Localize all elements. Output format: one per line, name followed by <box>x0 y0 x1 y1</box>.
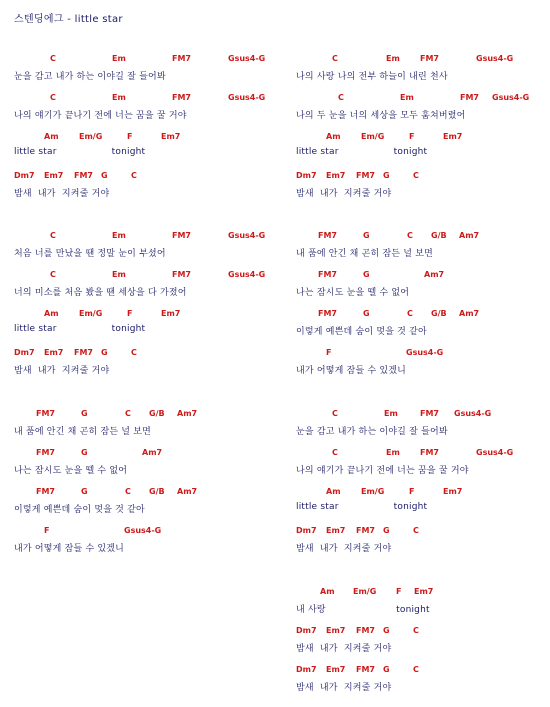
lyric-line-pair <box>296 661 550 700</box>
chord-label: Em <box>386 448 400 457</box>
chord-label: Em <box>386 54 400 63</box>
chord-label: G/B <box>149 409 165 418</box>
chord-label: FM7 <box>318 270 337 279</box>
lyric-line-pair <box>296 522 550 561</box>
chord-label: G/B <box>149 487 165 496</box>
chord-label: FM7 <box>420 448 439 457</box>
lyric-text: 나의 얘기가 끝나기 전에 너는 꿈을 꿀 거야 <box>296 466 469 476</box>
chord-row <box>296 128 550 146</box>
chord-label: Am <box>326 487 341 496</box>
lyric-line-pair <box>296 344 550 383</box>
lyric-text: 내 품에 안긴 채 곤히 잠든 널 보면 <box>296 249 434 259</box>
chord-label: C <box>413 665 419 674</box>
chord-label: Em7 <box>326 171 346 180</box>
lyric-text: 나의 두 눈을 너의 세상을 모두 훔쳐버렸어 <box>296 111 466 121</box>
chord-row <box>296 661 550 679</box>
chord-label: Em/G <box>361 487 385 496</box>
chord-row <box>14 305 274 323</box>
lyric-line-pair <box>296 583 550 622</box>
chord-row <box>296 344 550 362</box>
left-verse-block <box>14 50 274 206</box>
chord-label: FM7 <box>74 171 93 180</box>
lyric-line-pair <box>296 167 550 206</box>
chord-row <box>14 344 274 362</box>
lyric-line-pair <box>14 405 274 444</box>
lyric-text: 밤새 내가 지켜줄 거야 <box>296 544 392 554</box>
lyric-text: 나는 잠시도 눈을 뗄 수 없어 <box>296 288 410 298</box>
lyric-line-pair <box>296 622 550 661</box>
chord-label: C <box>332 448 338 457</box>
chord-label: FM7 <box>420 409 439 418</box>
chord-label: Gsus4-G <box>124 526 162 535</box>
chord-row <box>296 266 550 284</box>
chord-label: G <box>101 171 108 180</box>
chord-label: C <box>332 54 338 63</box>
chord-label: F <box>44 526 50 535</box>
lyric-text: little star tonight <box>296 502 428 512</box>
lyric-line-pair <box>296 266 550 305</box>
chord-label: Am <box>44 132 59 141</box>
chord-label: Em7 <box>44 348 64 357</box>
chord-label: Am7 <box>459 309 480 318</box>
chord-label: C <box>338 93 344 102</box>
chord-label: Gsus4-G <box>406 348 444 357</box>
chord-label: F <box>396 587 402 596</box>
chord-label: FM7 <box>356 626 375 635</box>
chord-label: C <box>50 231 56 240</box>
lyric-text: 처음 너를 만났을 땐 정말 눈이 부셨어 <box>14 249 166 259</box>
lyric-line-pair <box>296 305 550 344</box>
lyric-line-pair <box>14 444 274 483</box>
chord-label: Em7 <box>326 665 346 674</box>
chord-label: Em <box>112 54 126 63</box>
chord-row <box>14 50 274 68</box>
chord-label: FM7 <box>172 93 191 102</box>
chord-label: Am7 <box>424 270 445 279</box>
lyric-text: 내가 어떻게 잠들 수 있겠니 <box>296 366 407 376</box>
chord-row <box>296 89 550 107</box>
chord-row <box>296 583 550 601</box>
chord-label: Em/G <box>79 132 103 141</box>
chord-label: G <box>383 665 390 674</box>
lyric-text: 밤새 내가 지켜줄 거야 <box>296 644 392 654</box>
chord-label: C <box>413 526 419 535</box>
lyric-line-pair <box>296 444 550 483</box>
chord-label: FM7 <box>36 487 55 496</box>
chord-label: C <box>332 409 338 418</box>
right-verse-block <box>296 405 550 561</box>
chord-label: Em/G <box>361 132 385 141</box>
chord-label: G/B <box>431 231 447 240</box>
lyric-text: 이렇게 예쁜데 숨이 멎을 것 같아 <box>296 327 427 337</box>
right-verse-block <box>296 50 550 206</box>
chord-label: Em7 <box>161 132 181 141</box>
chord-label: FM7 <box>36 448 55 457</box>
chord-label: C <box>413 626 419 635</box>
chord-label: G <box>363 309 370 318</box>
lyric-line-pair <box>296 483 550 522</box>
chord-label: Gsus4-G <box>228 270 266 279</box>
chord-label: Dm7 <box>296 526 317 535</box>
chord-label: Dm7 <box>14 348 35 357</box>
chord-row <box>296 227 550 245</box>
chord-label: G <box>363 231 370 240</box>
chord-row <box>14 405 274 423</box>
lyric-line-pair <box>14 227 274 266</box>
chord-row <box>14 167 274 185</box>
chord-label: FM7 <box>356 665 375 674</box>
lyric-line-pair <box>296 405 550 444</box>
chord-label: Am <box>326 132 341 141</box>
chord-label: Dm7 <box>296 665 317 674</box>
chord-label: Gsus4-G <box>454 409 492 418</box>
lyric-line-pair <box>14 50 274 89</box>
chord-label: Gsus4-G <box>492 93 530 102</box>
chord-row <box>14 444 274 462</box>
chord-label: G <box>383 526 390 535</box>
chord-label: Gsus4-G <box>476 54 514 63</box>
chord-row <box>14 128 274 146</box>
chord-label: Em/G <box>79 309 103 318</box>
chord-label: C <box>125 487 131 496</box>
chord-label: G <box>101 348 108 357</box>
chord-label: Am7 <box>177 487 198 496</box>
chord-label: Am <box>44 309 59 318</box>
lyric-text: little star tonight <box>296 147 428 157</box>
lyric-text: 내 품에 안긴 채 곤히 잠든 널 보면 <box>14 427 152 437</box>
lyric-text: 나의 얘기가 끝나기 전에 너는 꿈을 꿀 거야 <box>14 111 187 121</box>
chord-label: Em <box>400 93 414 102</box>
chord-label: FM7 <box>172 231 191 240</box>
chord-row <box>14 483 274 501</box>
lyric-line-pair <box>296 227 550 266</box>
chord-label: FM7 <box>420 54 439 63</box>
chord-label: Em <box>112 231 126 240</box>
lyric-text: little star tonight <box>14 147 146 157</box>
lyric-line-pair <box>296 89 550 128</box>
chord-label: Dm7 <box>296 171 317 180</box>
chord-label: C <box>125 409 131 418</box>
chord-row <box>14 266 274 284</box>
chord-label: F <box>409 487 415 496</box>
chord-label: FM7 <box>318 231 337 240</box>
lyric-text: 눈을 감고 내가 하는 이야길 잘 들어봐 <box>296 427 448 437</box>
chord-label: G <box>81 448 88 457</box>
chord-label: G <box>363 270 370 279</box>
lyric-text: 눈을 감고 내가 하는 이야길 잘 들어봐 <box>14 72 166 82</box>
chord-label: FM7 <box>172 270 191 279</box>
chord-label: Dm7 <box>296 626 317 635</box>
chord-label: F <box>409 132 415 141</box>
lyric-line-pair <box>14 305 274 344</box>
chord-row <box>14 227 274 245</box>
left-verse-block <box>14 405 274 561</box>
chord-label: C <box>50 270 56 279</box>
chord-label: F <box>127 132 133 141</box>
chord-label: FM7 <box>36 409 55 418</box>
chord-row <box>14 522 274 540</box>
lyric-text: 너의 미소를 처음 봤을 땐 세상을 다 가졌어 <box>14 288 187 298</box>
chord-label: G <box>383 626 390 635</box>
chord-label: C <box>407 309 413 318</box>
chord-row <box>296 522 550 540</box>
chord-label: C <box>407 231 413 240</box>
chord-label: G/B <box>431 309 447 318</box>
chord-label: C <box>131 348 137 357</box>
chord-row <box>296 444 550 462</box>
chord-label: Em <box>384 409 398 418</box>
chord-label: C <box>413 171 419 180</box>
chord-label: Em7 <box>44 171 64 180</box>
chord-label: Gsus4-G <box>476 448 514 457</box>
right-verse-block <box>296 583 550 700</box>
lyric-text: 내 사랑 tonight <box>296 605 430 615</box>
lyric-line-pair <box>296 50 550 89</box>
chord-label: Am7 <box>142 448 163 457</box>
chord-row <box>296 622 550 640</box>
lyric-line-pair <box>14 128 274 167</box>
lyric-line-pair <box>14 89 274 128</box>
chord-row <box>296 305 550 323</box>
chord-label: Em7 <box>414 587 434 596</box>
chord-label: Em7 <box>161 309 181 318</box>
lyric-text: 밤새 내가 지켜줄 거야 <box>14 189 110 199</box>
lyric-text: little star tonight <box>14 324 146 334</box>
chord-label: Am7 <box>177 409 198 418</box>
chord-label: Am7 <box>459 231 480 240</box>
chord-label: Gsus4-G <box>228 231 266 240</box>
lyric-line-pair <box>14 167 274 206</box>
chord-label: Em7 <box>326 626 346 635</box>
chord-label: F <box>127 309 133 318</box>
song-title: 스텐딩에그 - little star <box>14 14 123 25</box>
lyric-text: 밤새 내가 지켜줄 거야 <box>296 683 392 693</box>
lyric-text: 내가 어떻게 잠들 수 있겠니 <box>14 544 125 554</box>
lyric-text: 나는 잠시도 눈을 뗄 수 없어 <box>14 466 128 476</box>
chord-label: Gsus4-G <box>228 93 266 102</box>
lyric-line-pair <box>14 344 274 383</box>
lyric-line-pair <box>14 483 274 522</box>
chord-row <box>296 483 550 501</box>
chord-label: Em <box>112 270 126 279</box>
chord-label: Em/G <box>353 587 377 596</box>
chord-label: C <box>50 93 56 102</box>
chord-label: FM7 <box>318 309 337 318</box>
right-verse-block <box>296 227 550 383</box>
chord-label: C <box>50 54 56 63</box>
left-verse-block <box>14 227 274 383</box>
lyric-text: 밤새 내가 지켜줄 거야 <box>14 366 110 376</box>
lyric-text: 이렇게 예쁜데 숨이 멎을 것 같아 <box>14 505 145 515</box>
lyric-text: 밤새 내가 지켜줄 거야 <box>296 189 392 199</box>
lyric-line-pair <box>296 128 550 167</box>
chord-label: FM7 <box>356 171 375 180</box>
chord-label: C <box>131 171 137 180</box>
chord-label: F <box>326 348 332 357</box>
chord-label: Gsus4-G <box>228 54 266 63</box>
chord-label: FM7 <box>172 54 191 63</box>
chord-row <box>296 405 550 423</box>
chord-label: Em7 <box>443 487 463 496</box>
lyric-line-pair <box>14 522 274 561</box>
chord-label: Dm7 <box>14 171 35 180</box>
chord-label: FM7 <box>356 526 375 535</box>
chord-label: FM7 <box>74 348 93 357</box>
chord-row <box>296 50 550 68</box>
chord-label: Em7 <box>443 132 463 141</box>
chord-label: G <box>81 409 88 418</box>
chord-row <box>14 89 274 107</box>
chord-label: G <box>383 171 390 180</box>
chord-label: G <box>81 487 88 496</box>
chord-label: Am <box>320 587 335 596</box>
chord-label: Em7 <box>326 526 346 535</box>
chord-label: Em <box>112 93 126 102</box>
chord-row <box>296 167 550 185</box>
lyric-text: 나의 사랑 나의 전부 하늘이 내린 천사 <box>296 72 448 82</box>
lyric-line-pair <box>14 266 274 305</box>
chord-label: FM7 <box>460 93 479 102</box>
